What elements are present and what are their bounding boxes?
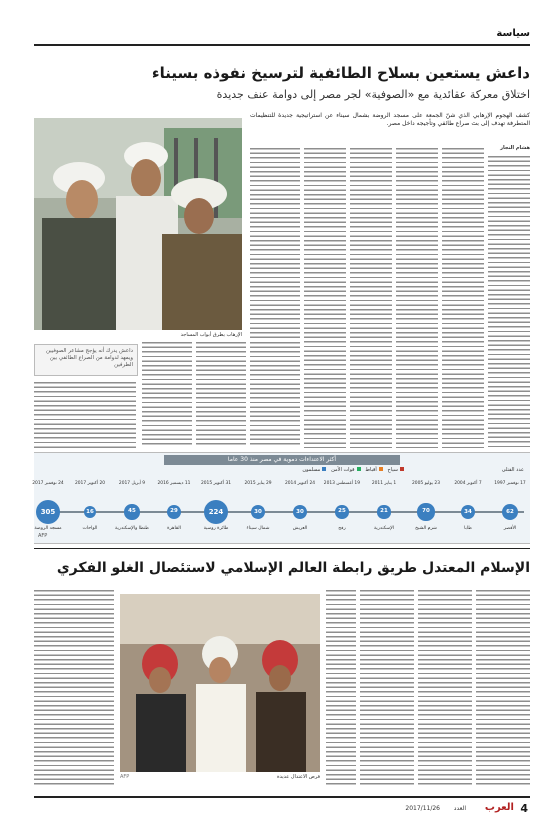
article2-column-4 (326, 590, 356, 786)
infographic-header-word: عدد القتلى (501, 467, 524, 473)
article1-column-7 (250, 342, 300, 448)
timeline-date: 9 أبريل 2017 (118, 481, 146, 486)
timeline-date: 24 أكتوبر 2014 (284, 481, 316, 486)
timeline-place: رفح (338, 526, 346, 531)
article2-column-2 (418, 590, 472, 786)
article1-column-3 (396, 148, 438, 448)
timeline-bubble: 70 (417, 503, 434, 520)
timeline-place: طنطا والإسكندرية (115, 526, 149, 531)
timeline-bubble: 29 (167, 505, 181, 519)
issue-label: العدد (453, 805, 466, 812)
article2-photo-credit: AFP (120, 774, 130, 780)
legend-swatch-security (357, 467, 361, 471)
timeline-bubble: 30 (251, 505, 265, 519)
infographic (34, 452, 530, 544)
timeline-date: 17 نوفمبر 1997 (494, 481, 526, 486)
article1-column-4 (350, 148, 392, 448)
timeline-bubble: 30 (293, 505, 307, 519)
infographic-title: أكثر الاعتداءات دموية في مصر منذ 30 عاما (164, 455, 400, 465)
infographic-legend (164, 467, 404, 475)
legend-tourists: سياح (387, 467, 398, 473)
timeline-place: القاهرة (167, 526, 181, 531)
article1-headline: داعش يستعين بسلاح الطائفية لترسيخ نفوذه بسيناء (151, 64, 530, 82)
officials-photo-illustration (120, 594, 320, 772)
article1-subheadline: اختلاق معركة عقائدية مع «الصوفية» لجر مصر إلى دوامة عنف جديدة (216, 88, 530, 101)
timeline-date: 23 يوليو 2005 (412, 481, 440, 486)
timeline-place: الواحات (82, 526, 98, 531)
timeline-bubble: 62 (502, 504, 519, 521)
timeline-place: طابا (464, 526, 472, 531)
men-photo-illustration (34, 118, 242, 330)
timeline-bubble: 305 (36, 500, 60, 524)
article1-byline: هشام النجار (500, 145, 530, 151)
article1-column-5 (304, 148, 346, 448)
timeline-bubble: 16 (84, 506, 96, 518)
article2-column-1 (476, 590, 530, 786)
section-bar (34, 26, 530, 46)
timeline-date: 11 ديسمبر 2016 (157, 481, 191, 486)
legend-swatch-tourists (400, 467, 404, 471)
timeline-place: طائرة روسية (203, 526, 229, 531)
infographic-credit: AFP (38, 533, 48, 539)
timeline-place: شرم الشيخ (415, 526, 437, 531)
article-divider (34, 548, 530, 549)
timeline-bubble: 45 (124, 504, 139, 519)
timeline-place: الأقصر (503, 526, 517, 531)
timeline-place: الإسكندرية (373, 526, 395, 531)
article2-headline: الإسلام المعتدل طريق رابطة العالم الإسلامي لاستئصال الغلو الفكري (56, 560, 530, 576)
article1-lead: كشف الهجوم الإرهابي الذي شنّ الجمعة على مسجد الروضة بشمال سيناء عن استراتيجية جديدة للتنظيمات المتطرفة تهدف إلى بث صراع طائفي وتأجيجه داخل مصر. (250, 112, 530, 127)
article1-column-1 (488, 156, 530, 448)
issue-date: 2017/11/26 (405, 805, 440, 812)
article2-photo-caption: فرص الاعتدال عديدة (277, 774, 320, 780)
pull-quote-box (34, 344, 138, 376)
timeline-bubble: 25 (335, 505, 349, 519)
article1-column-6 (250, 148, 300, 338)
legend-swatch-muslims (322, 467, 326, 471)
legend-copts: أقباط (365, 467, 377, 473)
article1-column-8 (196, 342, 246, 448)
page-number: 4 (520, 802, 528, 815)
timeline-date: 1 يناير 2011 (371, 481, 397, 486)
timeline-place: مسجد الروضة (34, 526, 62, 531)
timeline-date: 20 أكتوبر 2017 (74, 481, 106, 486)
article2-photo (120, 594, 320, 772)
timeline-place: العريش (292, 526, 308, 531)
article1-column-2 (442, 148, 484, 448)
timeline-date: 24 نوفمبر 2017 (32, 481, 64, 486)
legend-security: قوات الأمن (331, 467, 355, 473)
section-label: سياسة (496, 28, 530, 39)
article1-column-10 (34, 382, 136, 448)
article1-photo-caption: الإرهاب يطرق أبواب المساجد (180, 332, 242, 338)
article2-column-3 (360, 590, 414, 786)
article1-column-9 (142, 342, 192, 448)
timeline-axis (40, 511, 524, 513)
timeline-bubble: 224 (204, 500, 228, 524)
masthead: العرب (484, 802, 514, 813)
article2-column-5 (34, 590, 114, 786)
timeline-date: 7 أكتوبر 2004 (454, 481, 482, 486)
timeline-bubble: 34 (461, 505, 475, 519)
pull-quote-text: داعش يدرك أنه يؤجج مشاعر الصوفيين ويمهد لدوامة من الصراع الطائفي بين الطرفين (46, 348, 133, 368)
timeline-date: 19 أغسطس 2013 (323, 481, 360, 486)
timeline-date: 31 أكتوبر 2015 (200, 481, 232, 486)
timeline-date: 29 يناير 2015 (244, 481, 272, 486)
legend-swatch-copts (379, 467, 383, 471)
legend-muslims: مسلمون (302, 467, 321, 473)
timeline-bubble: 21 (377, 505, 390, 518)
article1-photo (34, 118, 242, 330)
timeline-place: شمال سيناء (246, 526, 270, 531)
page-footer (34, 796, 530, 820)
